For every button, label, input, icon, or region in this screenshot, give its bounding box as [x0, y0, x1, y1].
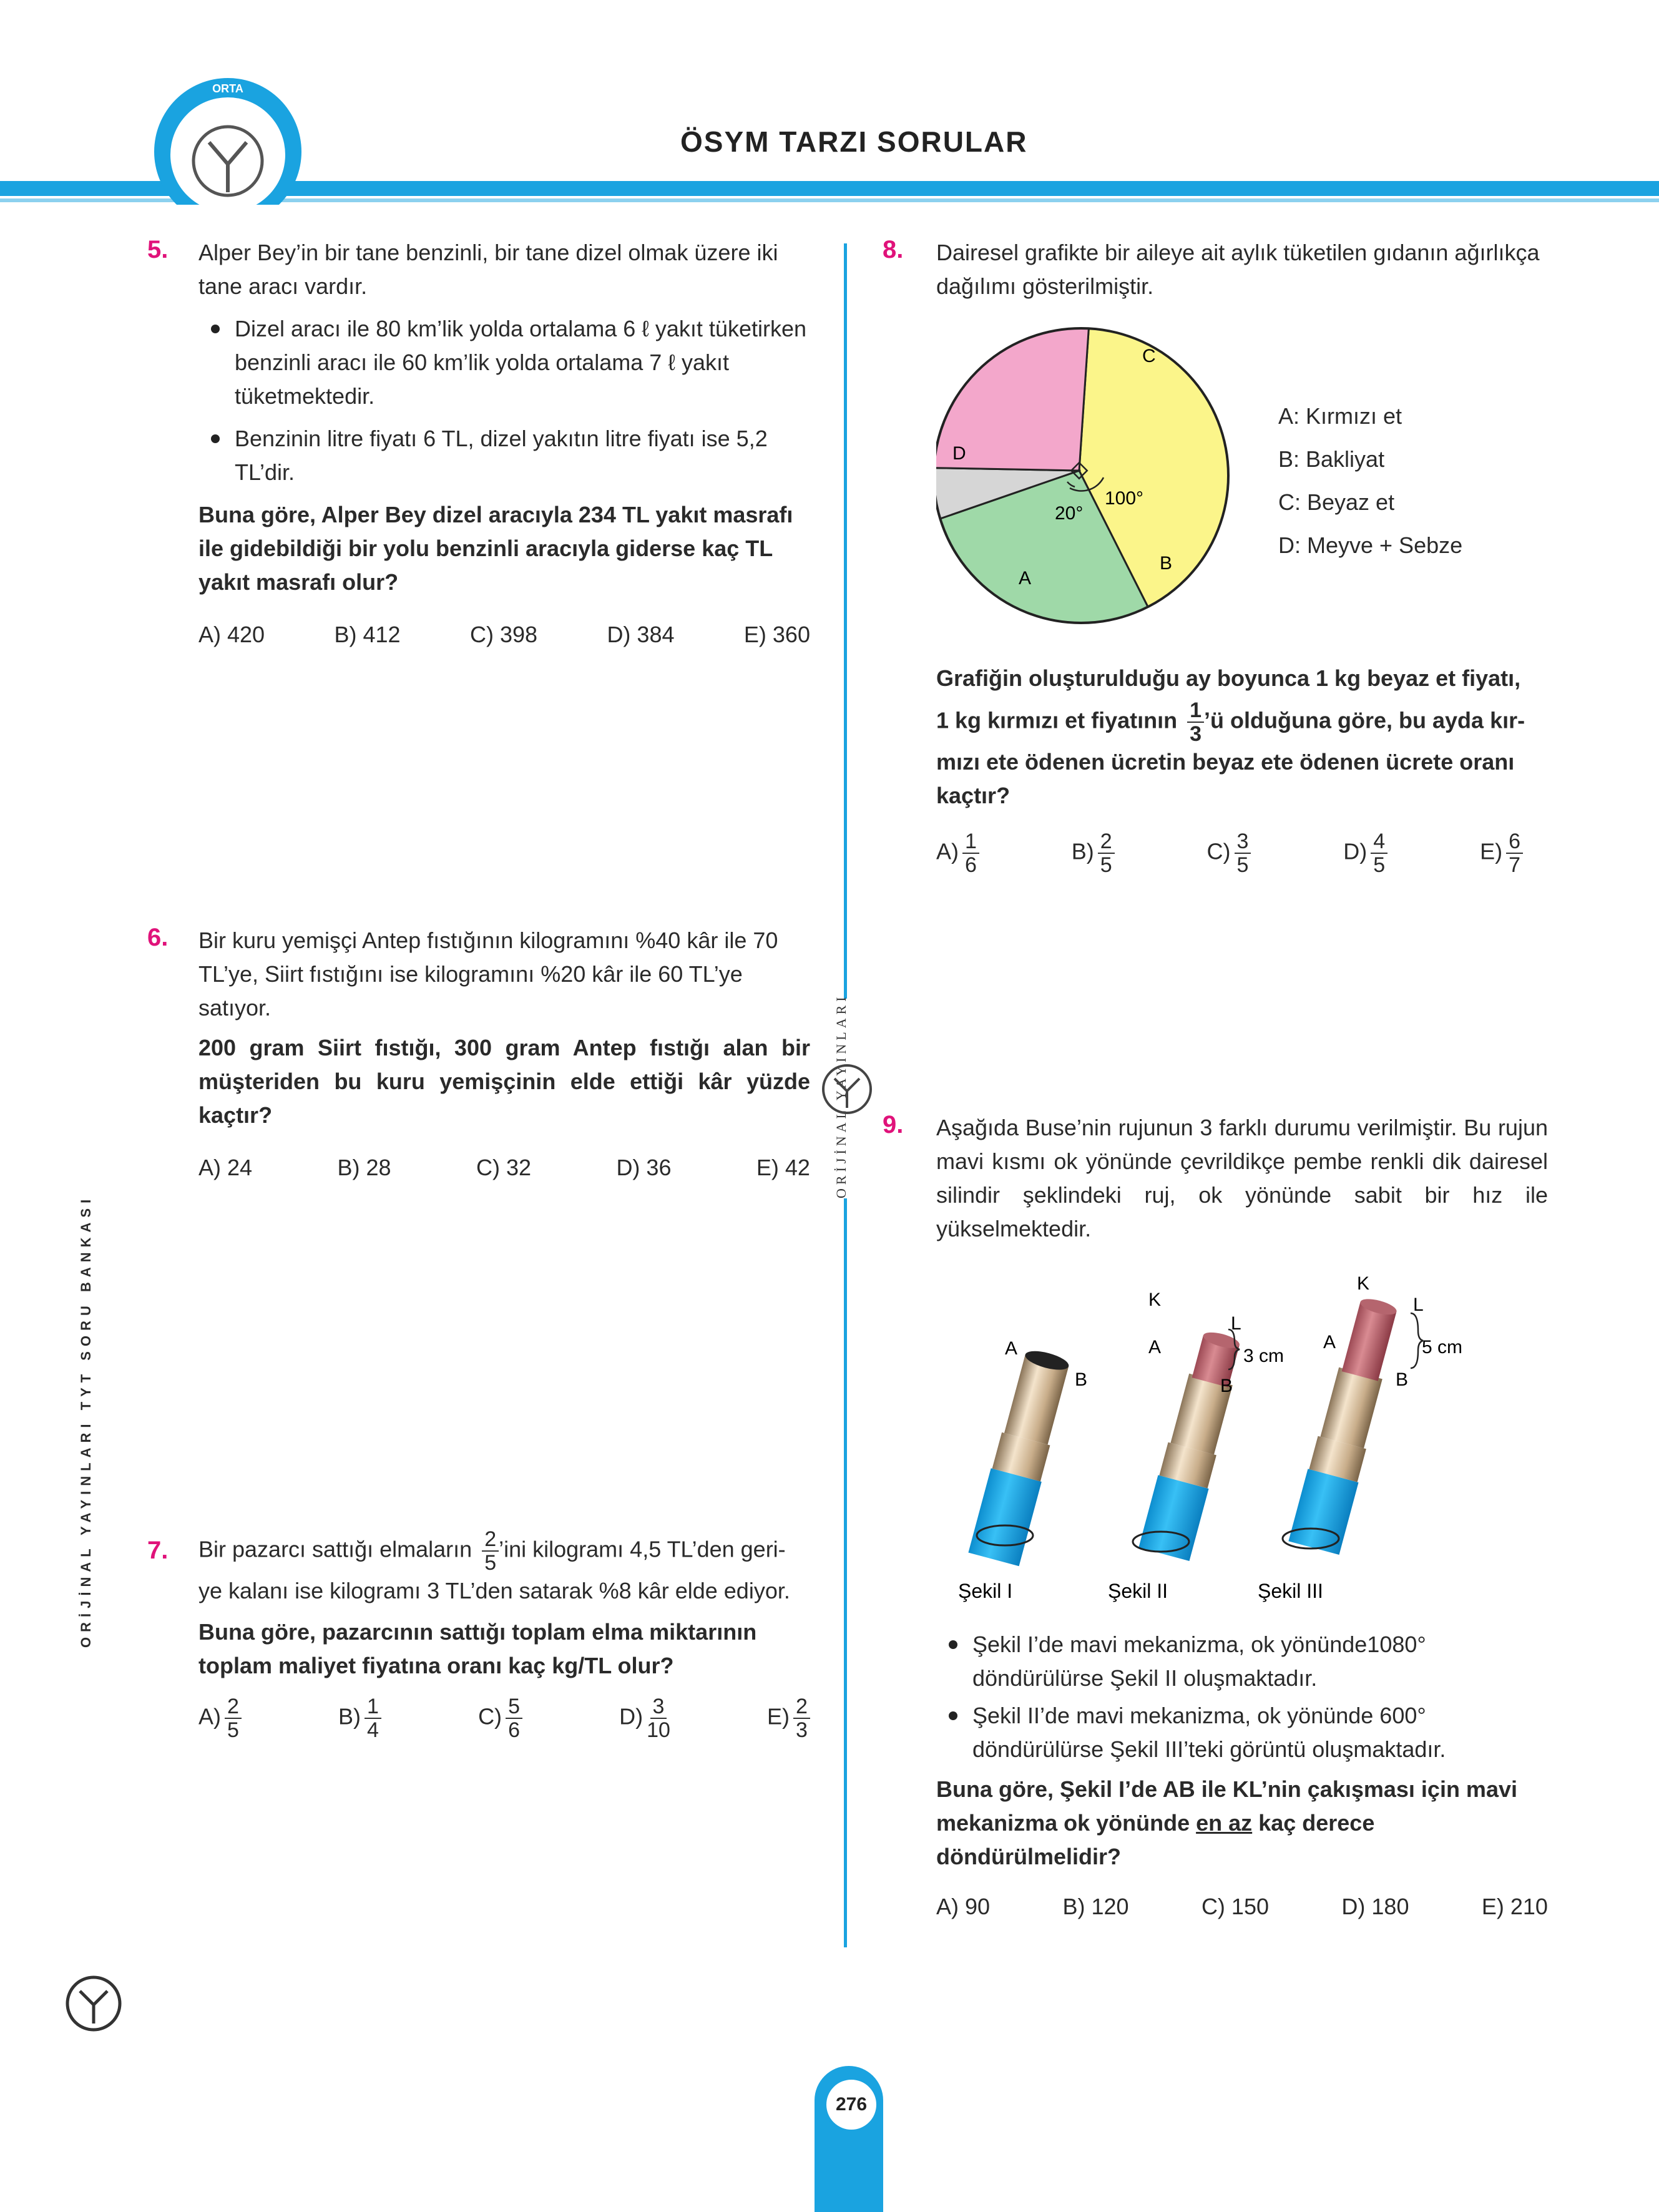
center-dot — [1078, 469, 1081, 472]
fig3-dim-label: 5 cm — [1422, 1337, 1463, 1358]
q8-question — [936, 658, 1548, 813]
q8-intro: Dairesel grafikte bir aileye ait aylık tüketilen gıdanın ağırlıkça dağılımı gösterilmiştir. — [936, 240, 1540, 299]
q8-number: 8. — [883, 236, 904, 263]
q9-question: Buna göre, Şekil I’de AB ile KL’nin çakışması için mavi mekanizma ok yönünde en az kaç derece döndürülmelidir? — [936, 1776, 1517, 1869]
q6-intro: Bir kuru yemişçi Antep fıstığının kilogramını %40 kâr ile 70 TL’ye, Siirt fıstığını ise kilogramını %20 kâr ile 60 TL’ye satıyor. — [198, 927, 778, 1020]
q7-number: 7. — [147, 1537, 169, 1564]
q8-question-line3: mızı ete ödenen ücretin beyaz ete ödenen ücrete oranı kaçtır? — [936, 749, 1515, 808]
publisher-logo — [150, 74, 306, 230]
q8-choice-d[interactable]: D) $\frac{4}{5}$ — [1343, 830, 1387, 876]
q8-question-line2: 1 kg kırmızı et fiyatının $\frac{1}{3}$ ’ü olduğuna göre, bu ayda kır- — [936, 698, 1525, 746]
fig2-label-a: A — [1148, 1337, 1162, 1358]
q7-choice-a[interactable]: A) $\frac{2}{5}$ — [198, 1695, 242, 1741]
q8-choice-c[interactable]: C) $\frac{3}{5}$ — [1207, 830, 1251, 876]
legend-c: C: Beyaz et — [1278, 489, 1395, 515]
fig3-caption: Şekil III — [1258, 1580, 1323, 1602]
q6-choice-e[interactable]: E) 42 — [756, 1155, 810, 1180]
q7-choice-e[interactable]: E) $\frac{2}{3}$ — [767, 1695, 810, 1741]
q7-choices — [198, 1695, 810, 1741]
q9-choice-d[interactable]: D) 180 — [1341, 1894, 1409, 1919]
q6-choice-d[interactable]: D) 36 — [616, 1155, 672, 1180]
fig1-label-a: A — [1005, 1338, 1018, 1359]
q9-body — [936, 1628, 1548, 1924]
q9-choice-c[interactable]: C) 150 — [1201, 1894, 1269, 1919]
fig3-label-b: B — [1396, 1369, 1409, 1390]
q7-intro-fraction: $\frac{2}{5}$ — [482, 1528, 499, 1574]
q7-intro-line2: ye kalanı ise kilogramı 3 TL’den satarak %8 kâr elde ediyor. — [198, 1578, 790, 1603]
q5-question: Buna göre, Alper Bey dizel aracıyla 234 TL yakıt masrafı ile gidebildiği bir yolu benzinli aracıyla giderse kaç TL yakıt masrafı olur? — [198, 502, 793, 595]
angle-label-100: 100° — [1105, 488, 1144, 509]
q9-lipstick-figures — [924, 1267, 1523, 1620]
q7-intro-pre: Bir pazarcı sattığı elmaların — [198, 1536, 472, 1562]
q9-intro: Aşağıda Buse’nin rujunun 3 farklı durumu verilmiştir. Bu rujun mavi kısmı ok yönünde çevrildikçe pembe renkli dik dairesel silindir şeklindeki ruj, ok yönünde sabit bir hız ile yükselmektedir. — [936, 1115, 1548, 1241]
q5-bullet-2: Benzinin litre fiyatı 6 TL, dizel yakıtın litre fiyatı ise 5,2 TL’dir. — [198, 422, 810, 489]
q5-choice-a[interactable]: A) 420 — [198, 622, 265, 647]
q8-question-fraction: $\frac{1}{3}$ — [1187, 699, 1204, 745]
fig3-label-l: L — [1413, 1294, 1424, 1315]
fig2-dim-label: 3 cm — [1243, 1346, 1285, 1366]
q5-choices — [198, 618, 810, 652]
angle-label-20: 20° — [1055, 503, 1084, 524]
q8-choice-b[interactable]: B) $\frac{2}{5}$ — [1072, 830, 1115, 876]
fig2-caption: Şekil II — [1108, 1580, 1168, 1602]
question-5 — [198, 236, 810, 652]
q7-choice-b[interactable]: B) $\frac{1}{4}$ — [338, 1695, 381, 1741]
q9-number: 9. — [883, 1111, 904, 1138]
q8-question-line1: Grafiğin oluşturulduğu ay boyunca 1 kg beyaz et fiyatı, — [936, 665, 1521, 691]
q6-number: 6. — [147, 924, 169, 951]
q8-legend — [1278, 394, 1462, 567]
side-label: ORİJİNAL YAYINLARI TYT SORU BANKASI — [78, 1194, 94, 1648]
pie-label-a: A — [1019, 568, 1032, 589]
fig2-label-l: L — [1231, 1313, 1241, 1334]
q8-choice-a[interactable]: A) $\frac{1}{6}$ — [936, 830, 979, 876]
q8-choice-e[interactable]: E) $\frac{6}{7}$ — [1480, 830, 1523, 876]
legend-d: D: Meyve + Sebze — [1278, 532, 1463, 558]
fig2-label-b: B — [1220, 1376, 1233, 1396]
q9-emphasis: en az — [1196, 1810, 1253, 1836]
q9-bullet-1: Şekil I’de mavi mekanizma, ok yönünde1080° döndürülürse Şekil II oluşmaktadır. — [936, 1628, 1548, 1695]
legend-b: B: Bakliyat — [1278, 446, 1385, 472]
lipstick-figure-2 — [1138, 1328, 1248, 1561]
pie-label-b: B — [1160, 553, 1173, 574]
q7-intro — [198, 1528, 810, 1574]
q7-choice-d[interactable]: D) $\frac{3}{10}$ — [619, 1695, 670, 1742]
fig3-dimension-brace — [1411, 1313, 1423, 1368]
q8-pie-chart — [936, 318, 1261, 634]
q6-choice-b[interactable]: B) 28 — [337, 1155, 391, 1180]
question-6 — [198, 924, 810, 1185]
q7-question: Buna göre, pazarcının sattığı toplam elma miktarının toplam maliyet fiyatına oranı kaç kg/TL olur? — [198, 1619, 757, 1678]
lipstick-figure-1 — [968, 1346, 1074, 1566]
q6-choice-c[interactable]: C) 32 — [476, 1155, 531, 1180]
lipstick-figure-3 — [1288, 1294, 1405, 1555]
q7-intro-post: ’ini kilogramı 4,5 TL’den geri- — [499, 1536, 786, 1562]
q5-number: 5. — [147, 236, 169, 263]
mid-logo — [819, 1061, 875, 1120]
question-7 — [198, 1528, 810, 1741]
q5-choice-e[interactable]: E) 360 — [743, 622, 810, 647]
q6-question: 200 gram Siirt fıstığı, 300 gram Antep fıstığı alan bir müşteriden bu kuru yemişçinin elde ettiği kâr yüzde kaçtır? — [198, 1035, 810, 1128]
q6-choice-a[interactable]: A) 24 — [198, 1155, 253, 1180]
q9-choices — [936, 1890, 1548, 1924]
fig1-caption: Şekil I — [958, 1580, 1013, 1602]
page-title: ÖSYM TARZI SORULAR — [680, 125, 1028, 158]
q5-choice-d[interactable]: D) 384 — [607, 622, 675, 647]
q8-choices — [936, 830, 1523, 876]
mid-label: ORİJİNAL YAYINLARI — [833, 993, 849, 1198]
fig3-label-a: A — [1323, 1332, 1336, 1353]
q5-choice-c[interactable]: C) 398 — [469, 622, 538, 647]
q5-choice-b[interactable]: B) 412 — [334, 622, 401, 647]
pie-label-c: C — [1142, 346, 1156, 366]
legend-a: A: Kırmızı et — [1278, 403, 1402, 429]
side-logo — [62, 1972, 125, 2038]
pie-label-d: D — [952, 443, 966, 464]
page-number: 276 — [824, 2077, 879, 2132]
fig2-label-k: K — [1148, 1290, 1162, 1310]
q7-choice-c[interactable]: C) $\frac{5}{6}$ — [478, 1695, 522, 1741]
q9-choice-b[interactable]: B) 120 — [1062, 1894, 1129, 1919]
badge-text: ORTA — [212, 82, 243, 95]
q9-choice-a[interactable]: A) 90 — [936, 1894, 991, 1919]
q5-intro: Alper Bey’in bir tane benzinli, bir tane dizel olmak üzere iki tane aracı vardır. — [198, 240, 778, 299]
fig1-label-b: B — [1075, 1369, 1088, 1390]
q6-choices — [198, 1151, 810, 1185]
q9-bullet-2: Şekil II’de mavi mekanizma, ok yönünde 600° döndürülürse Şekil III’teki görüntü oluşmaktadır. — [936, 1699, 1548, 1766]
q9-choice-e[interactable]: E) 210 — [1481, 1894, 1548, 1919]
q5-bullet-1: Dizel aracı ile 80 km’lik yolda ortalama 6 ℓ yakıt tüketirken benzinli aracı ile 60 km’lik yolda ortalama 7 ℓ yakıt tüketmektedir. — [198, 312, 810, 413]
fig3-label-k: K — [1357, 1273, 1370, 1294]
